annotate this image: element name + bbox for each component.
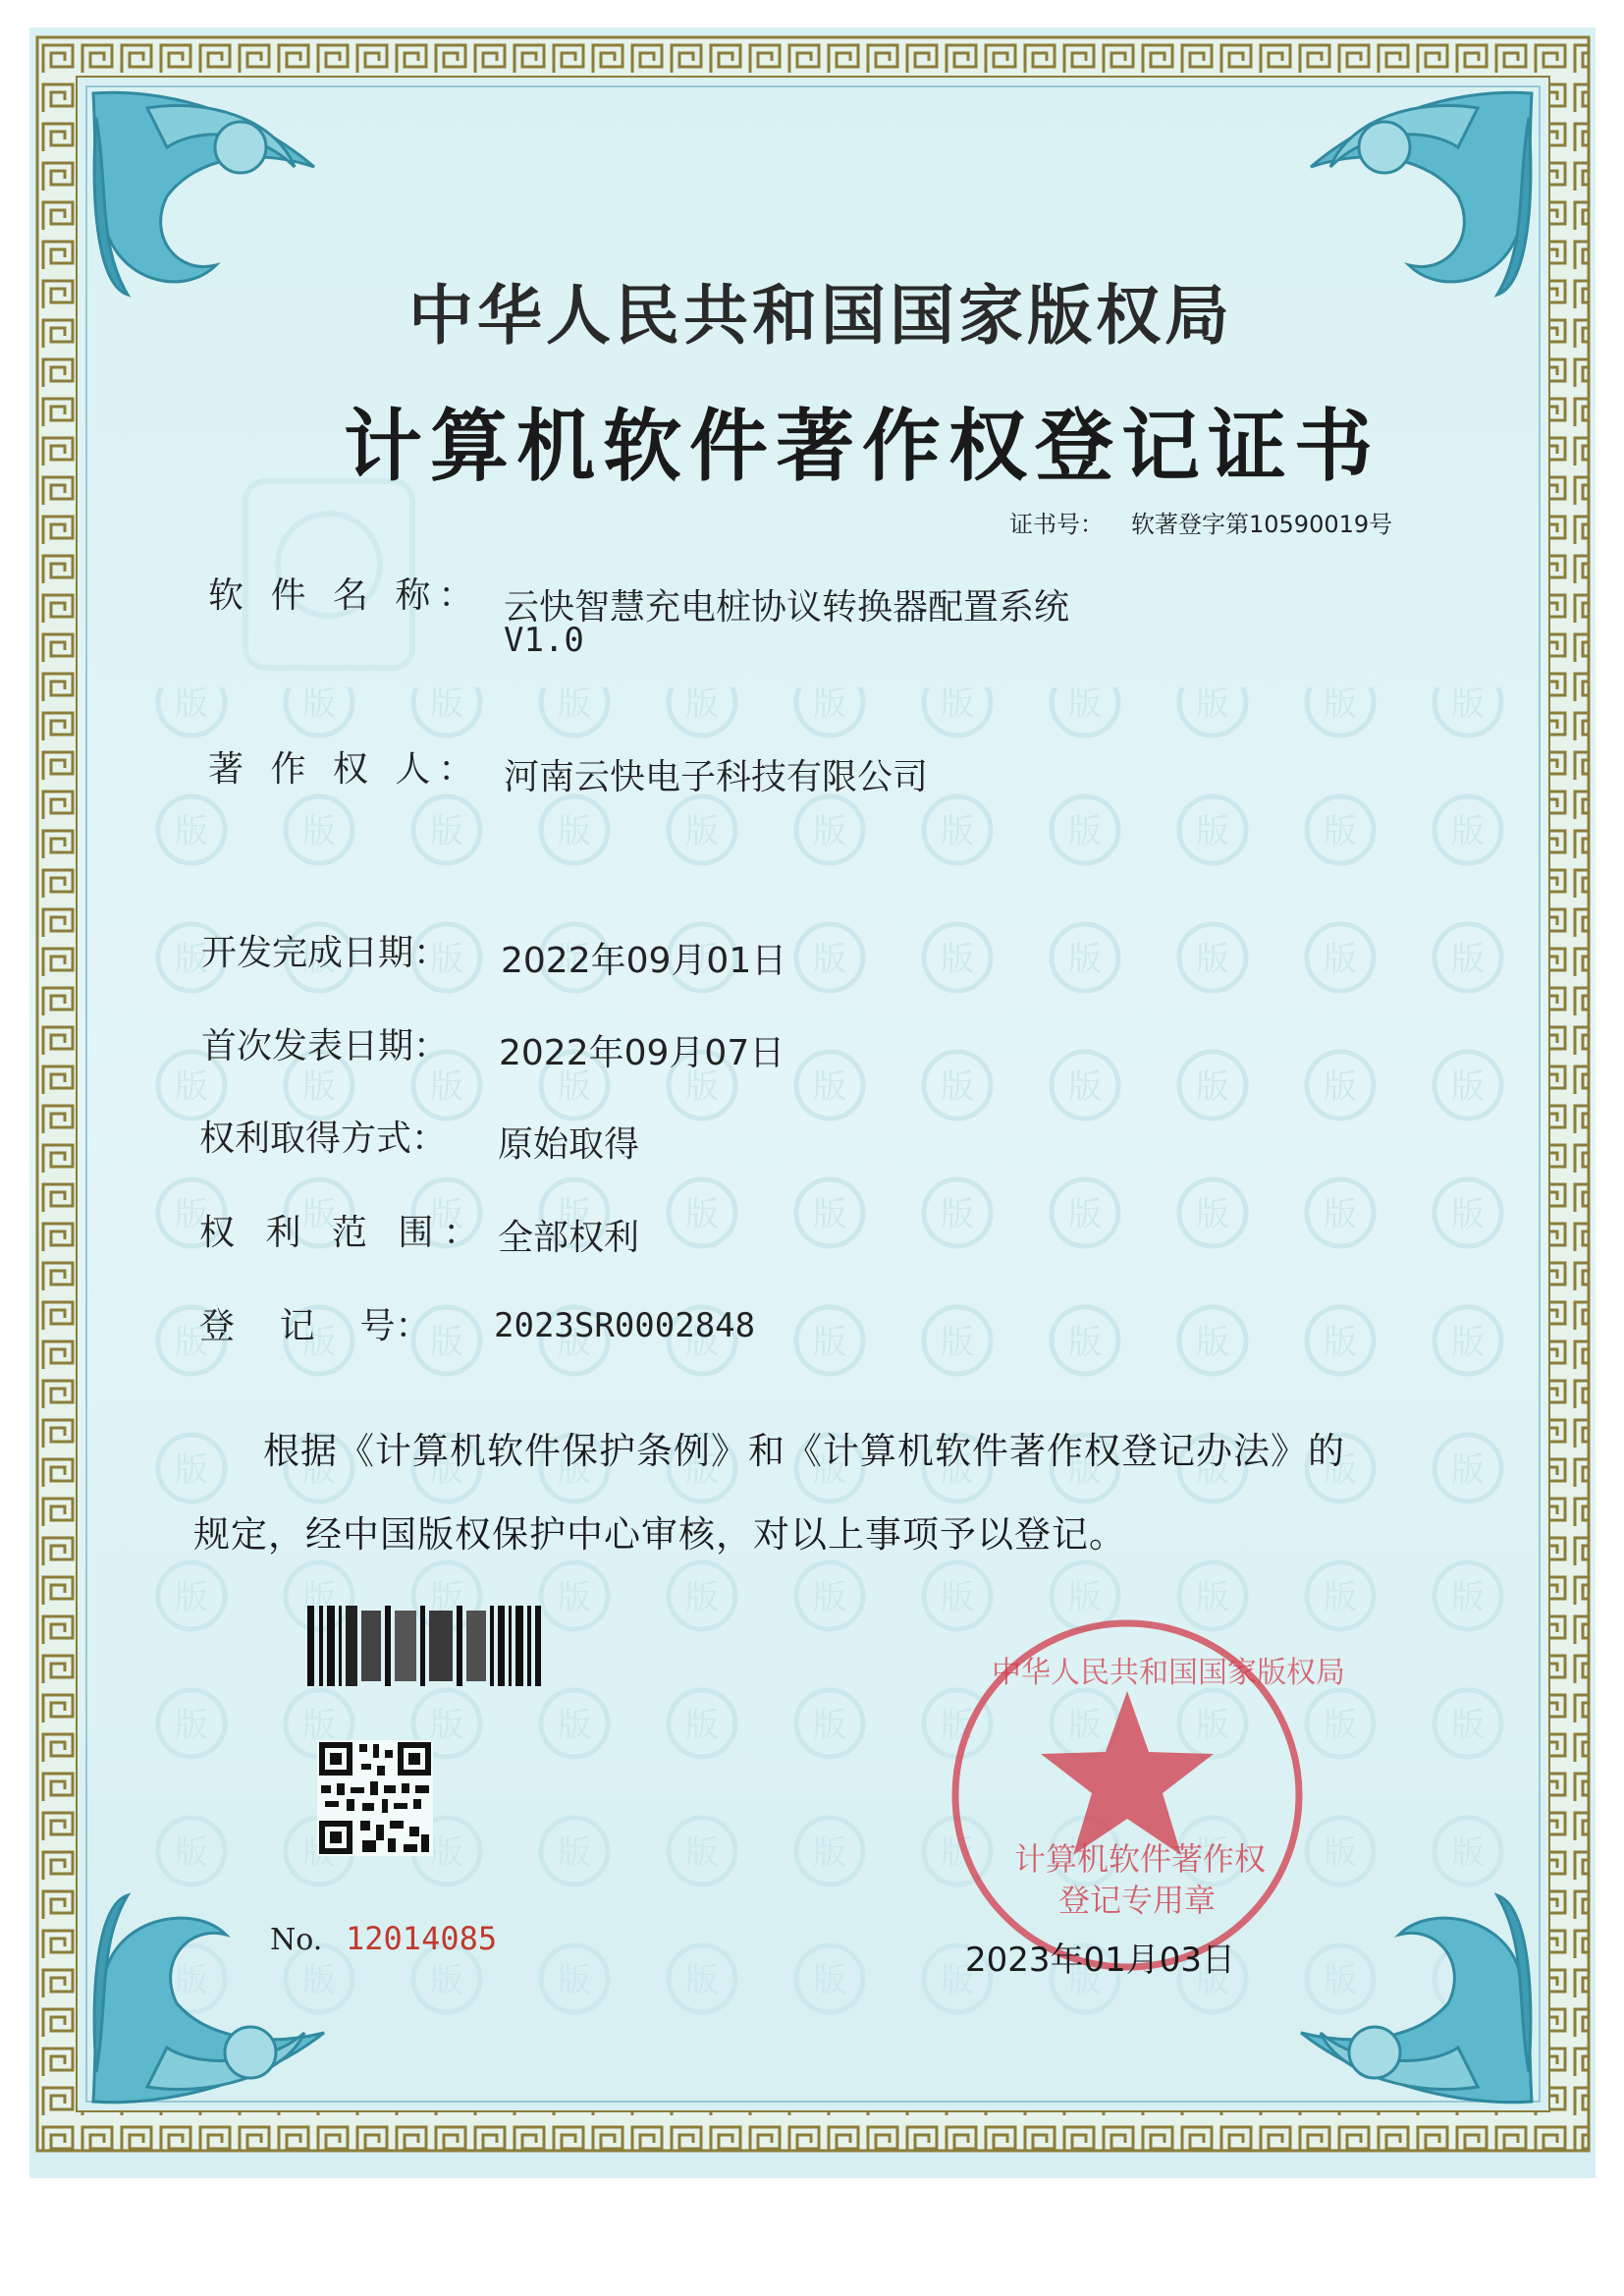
seal-line-1: 计算机软件著作权 <box>1014 1840 1267 1878</box>
issue-date: 2023年01月03日 <box>965 1941 1236 1980</box>
serial-prefix: No. <box>270 1923 323 1957</box>
statement-line-2: 规定，经中国版权保护中心审核，对以上事项予以登记。 <box>193 1513 1126 1556</box>
acquire-label: 权利取得方式： <box>199 1119 448 1159</box>
seal-line-2: 登记专用章 <box>1058 1882 1217 1919</box>
seal-arc-text: 中华人民共和国国家版权局 <box>992 1656 1345 1690</box>
software-name-value: 云快智慧充电桩协议转换器配置系统 <box>504 587 1070 628</box>
acquire-value: 原始取得 <box>498 1124 640 1165</box>
owner-value: 河南云快电子科技有限公司 <box>504 757 929 797</box>
reg-no-value: 2023SR0002848 <box>494 1306 756 1345</box>
statement-line-1: 根据《计算机软件保护条例》和《计算机软件著作权登记办法》的 <box>263 1430 1345 1472</box>
cert-no-label: 证书号： <box>1009 511 1104 538</box>
qr-code <box>317 1740 433 1856</box>
dev-date-value: 2022年09月01日 <box>501 941 787 981</box>
serial-number: 12014085 <box>346 1920 498 1957</box>
cert-no-value: 软著登字第10590019号 <box>1131 511 1393 538</box>
scope-value: 全部权利 <box>498 1218 640 1258</box>
pub-date-value: 2022年09月07日 <box>499 1033 785 1073</box>
dev-date-label: 开发完成日期： <box>201 933 450 973</box>
owner-label: 著 作 权 人： <box>208 749 482 790</box>
software-version: V1.0 <box>504 621 584 660</box>
certificate-title: 计算机软件著作权登记证书 <box>344 401 1380 492</box>
issuer-heading: 中华人民共和国国家版权局 <box>408 278 1233 354</box>
reg-no-label: 登 记 号： <box>199 1306 431 1346</box>
scope-label: 权 利 范 围： <box>199 1213 489 1253</box>
software-name-label: 软 件 名 称： <box>208 575 482 616</box>
pub-date-label: 首次发表日期： <box>201 1026 450 1066</box>
